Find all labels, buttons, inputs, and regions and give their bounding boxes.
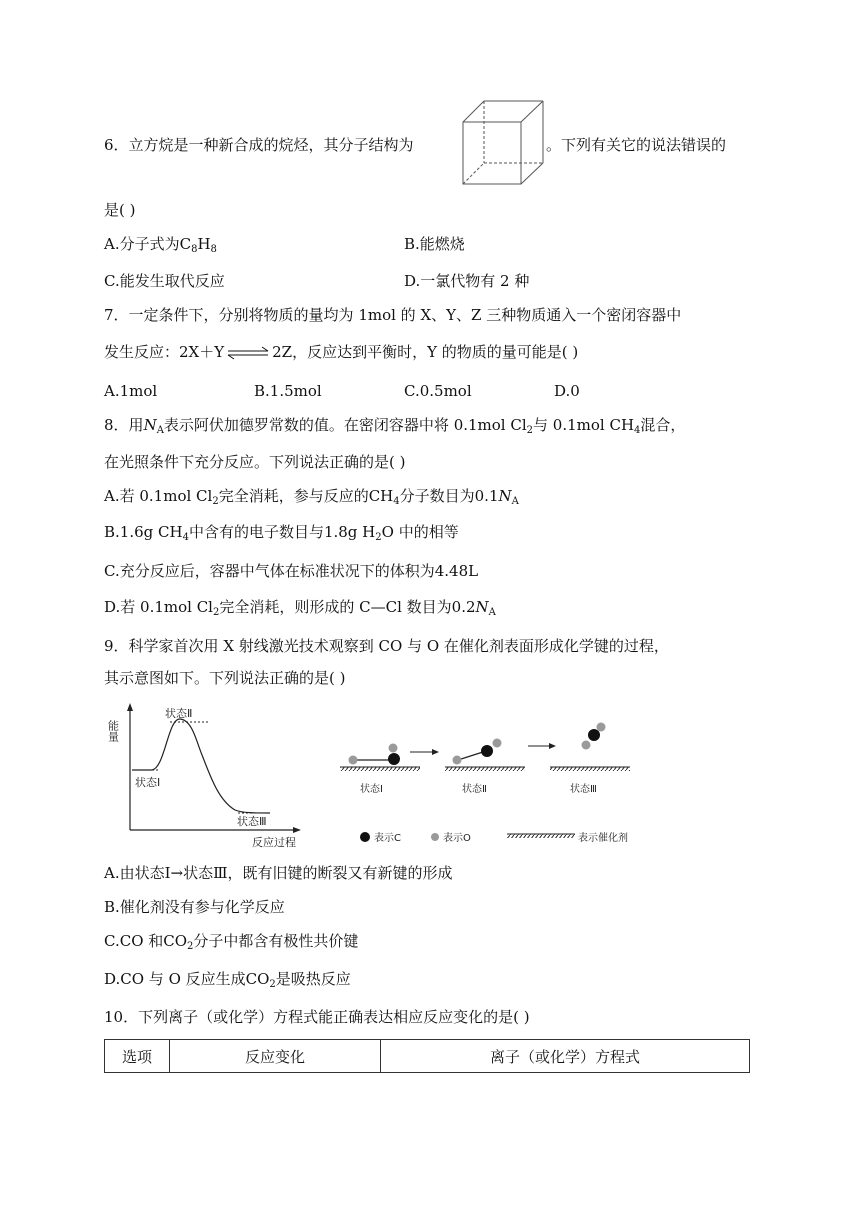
oxygen-atom-icon — [597, 723, 606, 732]
carbon-atom-icon — [481, 745, 493, 757]
catalyst-surface-states — [340, 723, 630, 796]
q9-number: 9． — [104, 637, 129, 655]
table-header-option: 选项 — [105, 1040, 170, 1073]
legend-catalyst-label: 表示催化剂 — [578, 833, 628, 844]
surface-state-3-label: 状态Ⅲ — [570, 784, 597, 795]
x-axis-label: 反应过程 — [252, 836, 296, 849]
energy-diagram — [107, 703, 302, 849]
oxygen-atom-icon — [453, 756, 462, 765]
q9-option-c: C.CO 和$CO_2$分子中都含有极性共价键 — [104, 932, 359, 952]
q8-option-d: D.若 0.1mol $Cl_2$完全消耗，则形成的 C—Cl 数目为$0.2N_A$ — [104, 598, 496, 618]
table-header-reaction: 反应变化 — [170, 1040, 381, 1073]
carbon-atom-icon — [588, 729, 600, 741]
q9-option-b: B.催化剂没有参与化学反应 — [104, 898, 285, 916]
oxygen-atom-icon — [582, 741, 591, 750]
q6-option-c: C.能发生取代反应 — [104, 272, 225, 290]
state-2-label: 状态Ⅱ — [165, 707, 193, 720]
q10-table — [104, 1039, 750, 1073]
q6-stem-cont: 是( ) — [104, 201, 136, 219]
q6-stem: 6．立方烷是一种新合成的烷烃，其分子结构为 — [104, 136, 414, 154]
q8-stem-2: 在光照条件下充分反应。下列说法正确的是( ) — [104, 453, 406, 471]
cubane-cube-icon — [462, 100, 544, 186]
table-header-row — [105, 1040, 750, 1073]
q7-equation-left: 2X＋Y — [179, 343, 225, 361]
oxygen-atom-icon — [493, 739, 502, 748]
q8-option-c: C.充分反应后，容器中气体在标准状况下的体积为4.48L — [104, 562, 479, 580]
figure-legend — [360, 831, 628, 844]
carbon-atom-icon — [388, 753, 400, 765]
table-header-equation: 离子（或化学）方程式 — [381, 1040, 750, 1073]
q9-stem-2: 其示意图如下。下列说法正确的是( ) — [104, 669, 346, 687]
legend-oxygen-icon — [431, 833, 439, 841]
q9-option-d: D.CO 与 O 反应生成$CO_2$是吸热反应 — [104, 970, 351, 990]
oxygen-atom-icon — [389, 744, 398, 753]
q6-option-a: A.分子式为$C_8H_8$ — [104, 235, 217, 255]
equilibrium-arrow-icon — [226, 347, 270, 359]
q8-stem: 8．用$N_A$表示阿伏加德罗常数的值。在密闭容器中将 0.1mol $Cl_2$与 0.1mol $CH_4$混合， — [104, 416, 686, 436]
state-1-label: 状态Ⅰ — [135, 776, 161, 789]
legend-carbon-label: 表示C — [374, 833, 401, 844]
q7-equation-right: 2Z — [272, 343, 293, 361]
q7-stem: 7．一定条件下，分别将物质的量均为 1mol 的 X、Y、Z 三种物质通入一个密闭容器中 — [104, 306, 682, 324]
q6-stem-after: 。下列有关它的说法错误的 — [546, 136, 727, 154]
q8-option-b: B.1.6g $CH_4$中含有的电子数目与1.8g $H_2O$ 中的相等 — [104, 523, 459, 543]
q10-number: 10． — [104, 1008, 139, 1026]
q6-option-d: D.一氯代物有 2 种 — [404, 272, 530, 290]
q7-option-b: B.1.5mol — [254, 382, 322, 400]
q7-option-a: A.1mol — [104, 382, 158, 400]
q8-number: 8． — [104, 416, 129, 434]
surface-state-1-label: 状态Ⅰ — [360, 784, 383, 795]
q8-option-a: A.若 0.1mol $Cl_2$完全消耗，参与反应的$CH_4$分子数目为$0.1N_A$ — [104, 487, 519, 507]
state-3-label: 状态Ⅲ — [237, 815, 267, 828]
q9-figure — [106, 700, 650, 849]
q10-stem: 10．下列离子（或化学）方程式能正确表达相应反应变化的是( ) — [104, 1008, 530, 1026]
q9-stem: 9．科学家首次用 X 射线激光技术观察到 CO 与 O 在催化剂表面形成化学键的过程， — [104, 637, 669, 655]
legend-carbon-icon — [360, 832, 370, 842]
surface-state-2-label: 状态Ⅱ — [462, 784, 487, 795]
q7-option-c: C.0.5mol — [404, 382, 472, 400]
legend-oxygen-label: 表示O — [443, 833, 471, 844]
y-axis-label: 能量 — [106, 720, 120, 742]
q7-number: 7． — [104, 306, 129, 324]
legend-catalyst-icon — [507, 834, 575, 838]
q6-number: 6． — [104, 136, 129, 154]
q9-option-a: A.由状态Ⅰ→状态Ⅲ，既有旧键的断裂又有新键的形成 — [104, 864, 453, 882]
q6-option-b: B.能燃烧 — [404, 235, 465, 253]
oxygen-atom-icon — [349, 756, 358, 765]
q7-option-d: D.0 — [554, 382, 580, 400]
q7-stem-2: 发生反应：2X＋Y 2Z，反应达到平衡时，Y 的物质的量可能是( ) — [104, 343, 579, 361]
